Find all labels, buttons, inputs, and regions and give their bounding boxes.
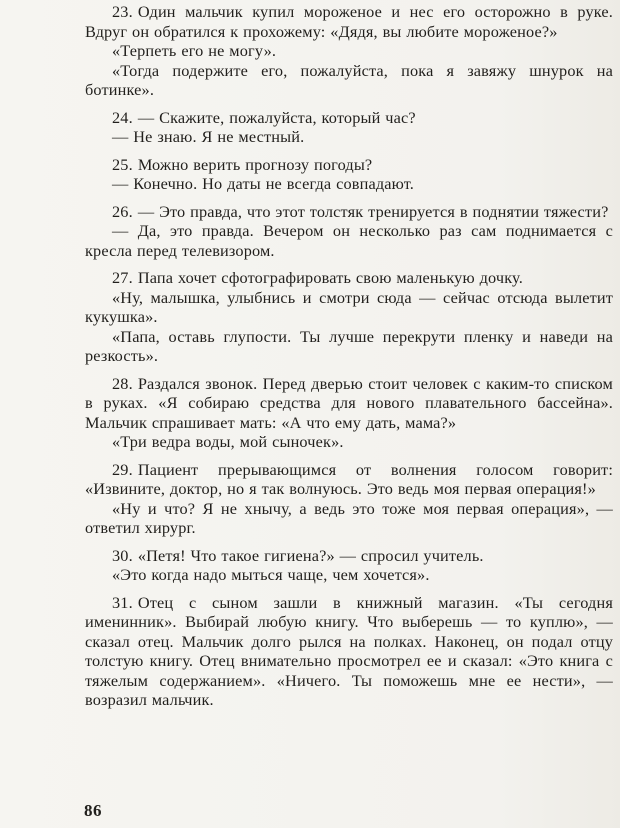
- joke-text: Один мальчик купил мороженое и нес его осторожно в руке. Вдруг он обратился к прохожему: «Дядя, вы любите мороженое?»: [85, 2, 613, 41]
- joke-paragraph: [85, 202, 613, 222]
- joke-paragraph: «Три ведра воды, мой сыночек».: [112, 432, 344, 451]
- joke-24: [85, 108, 613, 147]
- joke-text: Можно верить прогнозу погоды?: [137, 154, 373, 174]
- text-column: [85, 2, 613, 718]
- joke-26: [85, 202, 613, 261]
- joke-paragraph: [85, 268, 613, 288]
- joke-paragraph: «Папа, оставь глупости. Ты лучше перекрути пленку и наведи на резкость».: [85, 326, 613, 365]
- joke-number: 28.: [112, 373, 133, 393]
- joke-25: [85, 155, 613, 194]
- joke-text: Отец с сыном зашли в книжный магазин. «Ты сегодня именинник». Выбирай любую книгу. Что выберешь — то куплю», — сказал отец. Мальчик долго рылся на полках. Наконец, он подал отцу толстую книгу. Отец внимательно просмотрел ее и сказал: «Это книга с тяжелым содержанием». «Ничего. Ты поможешь мне ее нести», — возразил мальчик.: [85, 592, 613, 709]
- joke-31: [85, 593, 613, 710]
- joke-number: 23.: [112, 2, 133, 21]
- joke-paragraph: [85, 593, 613, 710]
- joke-text: — Скажите, пожалуйста, который час?: [137, 107, 416, 127]
- joke-paragraph: «Тогда подержите его, пожалуйста, пока я завяжу шнурок на ботинке».: [85, 60, 613, 99]
- joke-text: Пациент прерывающимся от волнения голосом говорит: «Извините, доктор, но я так волнуюсь. Это ведь моя первая операция!»: [85, 459, 613, 498]
- joke-text: — Это правда, что этот толстяк тренируется в поднятии тяжести?: [137, 201, 609, 221]
- joke-28: [85, 374, 613, 452]
- joke-paragraph: «Это когда надо мыться чаще, чем хочется».: [112, 565, 430, 584]
- joke-paragraph: [85, 2, 613, 41]
- joke-number: 29.: [112, 459, 133, 479]
- joke-23: [85, 2, 613, 100]
- joke-paragraph: «Ну, малышка, улыбнись и смотри сюда — сейчас отсюда вылетит кукушка».: [85, 287, 613, 326]
- joke-text: «Петя! Что такое гигиена?» — спросил учитель.: [137, 545, 484, 565]
- joke-paragraph: [85, 108, 613, 128]
- joke-paragraph: — Конечно. Но даты не всегда совпадают.: [112, 174, 415, 193]
- joke-30: [85, 546, 613, 585]
- joke-paragraph: [85, 374, 613, 433]
- joke-number: 26.: [112, 201, 133, 221]
- joke-29: [85, 460, 613, 538]
- joke-number: 25.: [112, 154, 133, 174]
- page-number: 86: [84, 801, 102, 820]
- joke-paragraph: «Ну и что? Я не хнычу, а ведь это тоже моя первая операция», — ответил хирург.: [85, 498, 613, 537]
- joke-number: 27.: [112, 268, 133, 287]
- joke-paragraph: [85, 155, 613, 175]
- joke-paragraph: [85, 546, 613, 566]
- joke-27: [85, 268, 613, 366]
- joke-text: Папа хочет сфотографировать свою маленькую дочку.: [137, 268, 523, 287]
- joke-paragraph: — Не знаю. Я не местный.: [112, 127, 305, 146]
- joke-paragraph: [85, 460, 613, 499]
- joke-number: 24.: [112, 107, 133, 127]
- joke-paragraph: — Да, это правда. Вечером он несколько раз сам поднимается с кресла перед телевизором.: [85, 221, 613, 260]
- joke-text: Раздался звонок. Перед дверью стоит человек с каким-то списком в руках. «Я собираю средства для нового плавательного бассейна». Мальчик спрашивает мать: «А что ему дать, мама?»: [85, 373, 613, 432]
- joke-number: 31.: [112, 592, 133, 612]
- joke-number: 30.: [112, 545, 133, 565]
- joke-paragraph: «Терпеть его не могу».: [112, 41, 277, 60]
